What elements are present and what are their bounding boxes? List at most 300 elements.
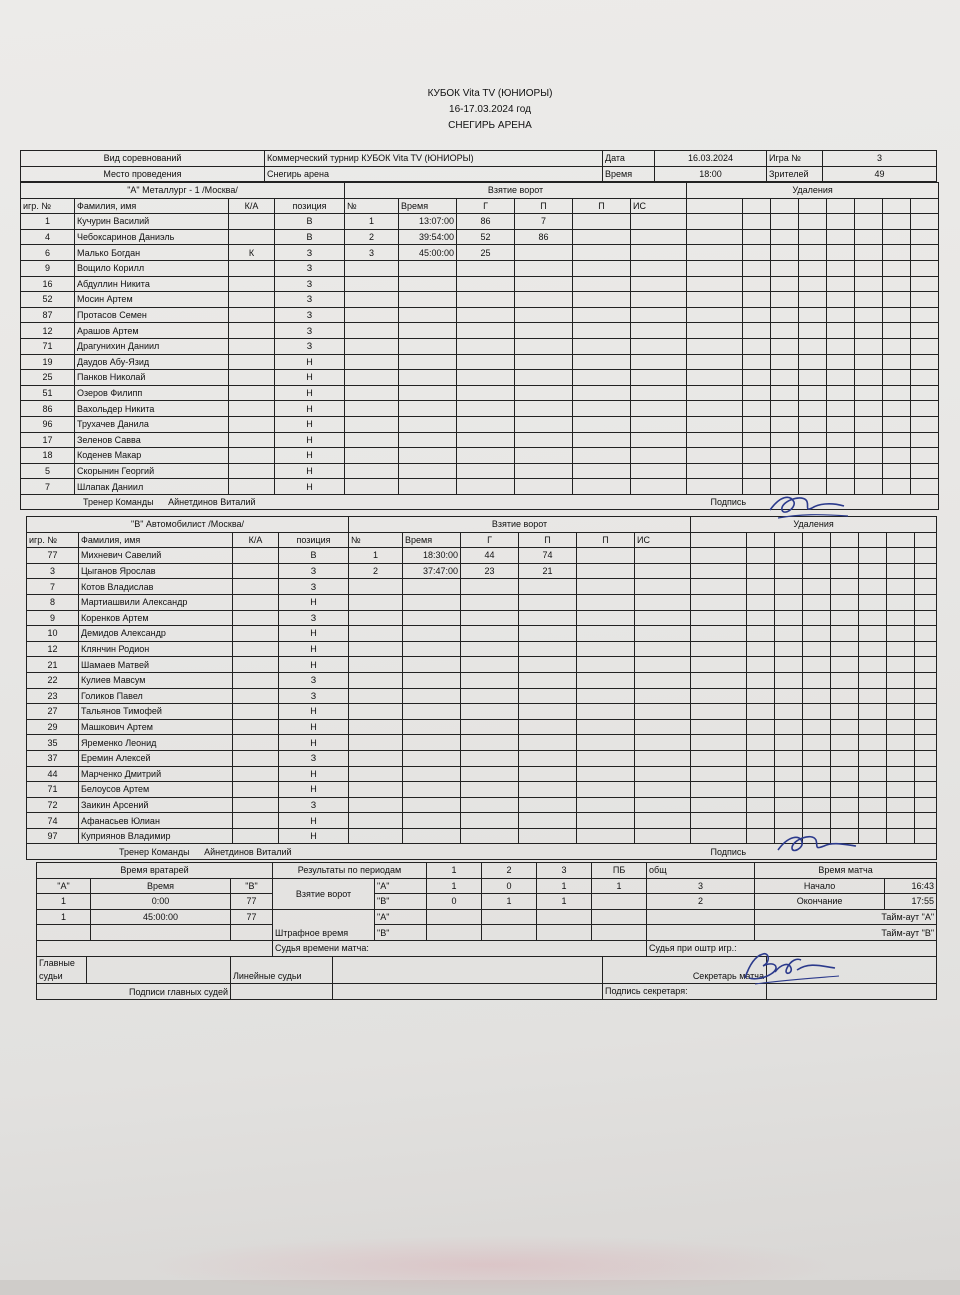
player-name: Скорынин Георгий	[75, 463, 229, 479]
penalty-cell	[827, 401, 855, 417]
goal-number	[349, 719, 403, 735]
goal-assist-1	[519, 610, 577, 626]
player-row	[21, 416, 939, 432]
player-row	[27, 626, 937, 642]
player-row	[21, 276, 939, 292]
player-name: Шлапак Даниил	[75, 479, 229, 495]
penalty-team-b: "В"	[375, 925, 427, 941]
goal-scorer	[457, 370, 515, 386]
penalty-cell	[859, 672, 887, 688]
penalty-cell	[691, 813, 747, 829]
goal-assist-1	[519, 813, 577, 829]
penalty-cell	[827, 385, 855, 401]
penalty-cell	[859, 594, 887, 610]
penalty-cell	[859, 828, 887, 844]
penalty-cell	[803, 548, 831, 564]
penalty-cell	[915, 641, 937, 657]
penalty-cell	[747, 750, 775, 766]
goal-assist-1: 21	[519, 563, 577, 579]
goalie-row-2-b: 77	[231, 909, 273, 925]
player-name: Шамаев Матвей	[79, 657, 233, 673]
penalty-cell	[691, 704, 747, 720]
col-ka: К/А	[233, 532, 279, 548]
penalty-cell	[691, 672, 747, 688]
goal-time	[403, 750, 461, 766]
goal-assist-2	[573, 479, 631, 495]
player-row	[21, 307, 939, 323]
player-captain	[229, 292, 275, 308]
penalty-cell	[799, 385, 827, 401]
penalty-cell	[803, 735, 831, 751]
goal-scorer	[461, 797, 519, 813]
goal-scorer	[457, 416, 515, 432]
goalie-row-2-a: 1	[37, 909, 91, 925]
penalty-cell	[831, 548, 859, 564]
player-position: Н	[275, 385, 345, 401]
player-number: 35	[27, 735, 79, 751]
penalty-cell	[915, 563, 937, 579]
time-judge-label: Судья времени матча:	[273, 940, 647, 956]
goal-number: 3	[345, 245, 399, 261]
goal-assist-2	[577, 797, 635, 813]
penalty-cell	[687, 292, 743, 308]
penalty-cell	[859, 719, 887, 735]
goalie-b-header: "В"	[231, 878, 273, 894]
penalty-cell	[831, 626, 859, 642]
penalty-cell	[887, 719, 915, 735]
goal-assist-2	[577, 766, 635, 782]
penalty-cell	[827, 448, 855, 464]
col-num: игр. №	[27, 532, 79, 548]
player-number: 16	[21, 276, 75, 292]
penalty-cell	[687, 448, 743, 464]
penalty-cell	[775, 610, 803, 626]
penalty-cell	[747, 641, 775, 657]
penalty-cell	[883, 245, 911, 261]
penalty-cell	[803, 704, 831, 720]
result-a-pb: 1	[592, 878, 647, 894]
player-name: Афанасьев Юлиан	[79, 813, 233, 829]
period-2: 2	[482, 863, 537, 879]
penalty-cell	[691, 766, 747, 782]
goal-assist-1	[519, 704, 577, 720]
main-judges-sign-label: Подписи главных судей	[37, 984, 231, 1000]
player-name: Панков Николай	[75, 370, 229, 386]
goal-assist-2	[573, 401, 631, 417]
player-captain	[229, 260, 275, 276]
period-pb: ПБ	[592, 863, 647, 879]
goal-time	[403, 626, 461, 642]
signature-team-b	[770, 826, 860, 866]
penalty-cell	[687, 479, 743, 495]
player-name: Абдуллин Никита	[75, 276, 229, 292]
penalty-cell	[771, 307, 799, 323]
player-row	[21, 245, 939, 261]
player-number: 96	[21, 416, 75, 432]
goal-time	[399, 323, 457, 339]
penalty-cell	[831, 610, 859, 626]
goal-situation	[631, 338, 687, 354]
goal-assist-1	[519, 672, 577, 688]
goal-assist-2	[577, 750, 635, 766]
goal-situation	[635, 672, 691, 688]
goal-assist-2	[577, 641, 635, 657]
goal-situation	[631, 229, 687, 245]
goal-assist-2	[577, 672, 635, 688]
penalty-cell	[803, 563, 831, 579]
penalty-cell	[831, 750, 859, 766]
player-name: Котов Владислав	[79, 579, 233, 595]
penalty-cell	[771, 229, 799, 245]
penalty-cell	[887, 766, 915, 782]
player-position: З	[275, 338, 345, 354]
goal-assist-2	[577, 626, 635, 642]
date-value: 16.03.2024	[655, 151, 767, 167]
penalty-cell	[799, 370, 827, 386]
col-goal-no: №	[345, 198, 399, 214]
penalty-cell	[747, 704, 775, 720]
penalty-cell	[831, 735, 859, 751]
penalty-cell	[911, 385, 939, 401]
goal-assist-1	[515, 323, 573, 339]
goal-number	[345, 479, 399, 495]
penalty-cell	[915, 579, 937, 595]
player-position: Н	[275, 354, 345, 370]
penalty-cell	[691, 626, 747, 642]
penalty-cell	[887, 797, 915, 813]
penalty-cell	[831, 797, 859, 813]
player-captain	[233, 813, 279, 829]
player-number: 7	[21, 479, 75, 495]
timeout-a: Тайм-аут "А"	[755, 909, 937, 925]
player-number: 17	[21, 432, 75, 448]
player-name: Цыганов Ярослав	[79, 563, 233, 579]
goal-time	[403, 579, 461, 595]
goal-scorer	[461, 610, 519, 626]
timeout-b: Тайм-аут "В"	[755, 925, 937, 941]
penalty-cell	[911, 401, 939, 417]
goal-number: 1	[349, 548, 403, 564]
player-row	[21, 338, 939, 354]
penalty-cell	[771, 214, 799, 230]
penalty-cell	[883, 307, 911, 323]
player-number: 86	[21, 401, 75, 417]
penalty-cell	[915, 594, 937, 610]
player-name: Протасов Семен	[75, 307, 229, 323]
player-captain	[229, 214, 275, 230]
player-number: 7	[27, 579, 79, 595]
player-name: Даудов Абу-Язид	[75, 354, 229, 370]
goal-situation	[635, 688, 691, 704]
goal-time	[399, 401, 457, 417]
goal-scorer	[457, 260, 515, 276]
player-number: 71	[21, 338, 75, 354]
penalty-cell	[691, 719, 747, 735]
player-number: 71	[27, 782, 79, 798]
penalty-cell	[743, 229, 771, 245]
player-name: Чебоксаринов Даниэль	[75, 229, 229, 245]
goal-assist-1	[515, 416, 573, 432]
penalty-cell	[691, 641, 747, 657]
player-number: 74	[27, 813, 79, 829]
penalty-cell	[859, 657, 887, 673]
goal-scorer	[457, 448, 515, 464]
penalty-cell	[911, 338, 939, 354]
penalty-cell	[799, 260, 827, 276]
goal-assist-2	[577, 579, 635, 595]
penalty-cell	[747, 782, 775, 798]
player-row	[21, 432, 939, 448]
player-captain	[233, 828, 279, 844]
goal-situation	[635, 610, 691, 626]
tournament-title: КУБОК Vita TV (ЮНИОРЫ)	[427, 88, 553, 99]
goal-situation	[631, 307, 687, 323]
penalty-cell	[747, 594, 775, 610]
goal-number	[349, 672, 403, 688]
penalty-cell	[883, 416, 911, 432]
player-row	[27, 672, 937, 688]
player-captain	[233, 672, 279, 688]
player-position: З	[275, 276, 345, 292]
player-name: Арашов Артем	[75, 323, 229, 339]
player-number: 9	[27, 610, 79, 626]
player-row	[21, 401, 939, 417]
goal-scorer	[461, 657, 519, 673]
penalty-cell	[831, 719, 859, 735]
team-b-penalties-title: Удаления	[691, 517, 937, 533]
player-row	[27, 657, 937, 673]
goal-assist-1	[519, 657, 577, 673]
goal-assist-1	[519, 782, 577, 798]
penalty-cell	[775, 641, 803, 657]
goal-number	[349, 797, 403, 813]
goal-scorer	[461, 641, 519, 657]
player-row	[21, 214, 939, 230]
penalty-cell	[855, 354, 883, 370]
goal-number	[349, 704, 403, 720]
period-1: 1	[427, 863, 482, 879]
player-captain	[233, 579, 279, 595]
penalty-cell	[855, 338, 883, 354]
penalty-cell	[883, 370, 911, 386]
team-a-coach-label: Тренер Команды	[83, 497, 154, 508]
penalty-cell	[687, 276, 743, 292]
penalty-cell	[803, 766, 831, 782]
goal-number	[345, 385, 399, 401]
goal-assist-1	[519, 626, 577, 642]
penalty-cell	[687, 260, 743, 276]
penalty-cell	[883, 479, 911, 495]
player-position: Н	[275, 479, 345, 495]
penalty-cell	[859, 688, 887, 704]
goal-assist-1	[519, 579, 577, 595]
player-name: Малько Богдан	[75, 245, 229, 261]
player-name: Заикин Арсений	[79, 797, 233, 813]
penalty-cell	[747, 548, 775, 564]
game-label: Игра №	[767, 151, 823, 167]
penalty-cell	[911, 479, 939, 495]
player-captain	[233, 641, 279, 657]
player-row	[27, 641, 937, 657]
player-name: Машкович Артем	[79, 719, 233, 735]
penalty-cell	[827, 323, 855, 339]
goal-number	[345, 416, 399, 432]
goal-time	[403, 704, 461, 720]
goal-number	[349, 813, 403, 829]
goal-scorer: 86	[457, 214, 515, 230]
penalty-cell	[855, 463, 883, 479]
goal-assist-1	[515, 276, 573, 292]
player-captain	[229, 401, 275, 417]
player-number: 8	[27, 594, 79, 610]
penalty-cell	[915, 657, 937, 673]
penalty-cell	[691, 594, 747, 610]
goal-time	[403, 828, 461, 844]
penalty-cell	[887, 641, 915, 657]
goal-number	[345, 354, 399, 370]
player-number: 9	[21, 260, 75, 276]
penalty-cell	[743, 354, 771, 370]
penalty-cell	[855, 385, 883, 401]
player-captain	[233, 626, 279, 642]
player-number: 3	[27, 563, 79, 579]
col-goal-no: №	[349, 532, 403, 548]
penalty-cell	[887, 579, 915, 595]
goal-number	[349, 594, 403, 610]
tournament-venue: СНЕГИРЬ АРЕНА	[448, 120, 532, 131]
penalty-cell	[911, 370, 939, 386]
player-captain	[233, 688, 279, 704]
goal-assist-2	[573, 307, 631, 323]
player-position: Н	[279, 813, 349, 829]
penalty-cell	[883, 323, 911, 339]
penalty-cell	[771, 245, 799, 261]
goal-time: 37:47:00	[403, 563, 461, 579]
player-captain	[233, 782, 279, 798]
penalty-cell	[855, 432, 883, 448]
goal-scorer	[461, 766, 519, 782]
penalty-cell	[911, 276, 939, 292]
penalty-cell	[827, 276, 855, 292]
penalty-cell	[799, 292, 827, 308]
signature-team-a	[760, 488, 850, 528]
player-number: 51	[21, 385, 75, 401]
penalty-cell	[687, 338, 743, 354]
goal-time	[403, 719, 461, 735]
goal-time	[399, 307, 457, 323]
player-position: Н	[279, 782, 349, 798]
goal-scorer	[457, 385, 515, 401]
player-position: Н	[279, 641, 349, 657]
penalty-cell	[887, 688, 915, 704]
player-row	[21, 260, 939, 276]
col-ka: К/А	[229, 198, 275, 214]
penalty-cell	[827, 260, 855, 276]
penalty-cell	[887, 563, 915, 579]
player-number: 5	[21, 463, 75, 479]
penalty-cell	[775, 657, 803, 673]
penalty-cell	[743, 432, 771, 448]
player-number: 25	[21, 370, 75, 386]
penalty-cell	[775, 563, 803, 579]
penalty-cell	[775, 672, 803, 688]
goal-assist-1	[515, 432, 573, 448]
col-goal-g: Г	[457, 198, 515, 214]
player-captain	[233, 797, 279, 813]
summary-table	[36, 862, 937, 957]
goal-number	[345, 260, 399, 276]
penalty-cell	[855, 307, 883, 323]
penalty-cell	[775, 579, 803, 595]
goal-time	[399, 338, 457, 354]
goal-time	[403, 735, 461, 751]
penalty-cell	[771, 432, 799, 448]
player-row	[21, 323, 939, 339]
goal-assist-2	[573, 245, 631, 261]
goal-number	[349, 579, 403, 595]
result-a-p2: 0	[482, 878, 537, 894]
signature-secretary	[735, 948, 845, 990]
penalty-cell	[859, 813, 887, 829]
penalty-cell	[855, 214, 883, 230]
penalty-cell	[827, 338, 855, 354]
player-row	[27, 688, 937, 704]
penalty-cell	[859, 766, 887, 782]
player-number: 44	[27, 766, 79, 782]
penalty-cell	[859, 782, 887, 798]
penalty-cell	[799, 432, 827, 448]
penalty-cell	[687, 245, 743, 261]
penalty-cell	[775, 782, 803, 798]
penalty-cell	[887, 813, 915, 829]
player-name: Вахольдер Никита	[75, 401, 229, 417]
goal-situation	[635, 828, 691, 844]
goal-assist-2	[573, 463, 631, 479]
player-position: Н	[279, 828, 349, 844]
player-name: Куприянов Владимир	[79, 828, 233, 844]
goal-assist-2	[577, 828, 635, 844]
penalty-cell	[743, 416, 771, 432]
goal-scorer	[457, 432, 515, 448]
competition-value: Коммерческий турнир КУБОК Vita TV (ЮНИОРЫ)	[265, 151, 603, 167]
player-row	[27, 766, 937, 782]
player-captain	[229, 229, 275, 245]
goal-scorer	[457, 323, 515, 339]
goal-time	[403, 688, 461, 704]
penalty-cell	[687, 463, 743, 479]
goal-scorer: 44	[461, 548, 519, 564]
goal-scorer	[461, 704, 519, 720]
penalty-cell	[859, 626, 887, 642]
goal-situation	[635, 782, 691, 798]
col-goal-p1: П	[519, 532, 577, 548]
goal-assist-2	[573, 292, 631, 308]
player-position: Н	[275, 416, 345, 432]
goal-assist-1	[515, 307, 573, 323]
col-goal-time: Время	[399, 198, 457, 214]
goal-situation	[635, 626, 691, 642]
player-number: 12	[21, 323, 75, 339]
penalty-cell	[775, 688, 803, 704]
penalty-cell	[771, 292, 799, 308]
team-b-goals-title: Взятие ворот	[349, 517, 691, 533]
goal-assist-2	[577, 610, 635, 626]
player-name: Мосин Артем	[75, 292, 229, 308]
penalty-cell	[883, 432, 911, 448]
penalty-cell	[687, 432, 743, 448]
goal-assist-2	[573, 448, 631, 464]
player-name: Еремин Алексей	[79, 750, 233, 766]
